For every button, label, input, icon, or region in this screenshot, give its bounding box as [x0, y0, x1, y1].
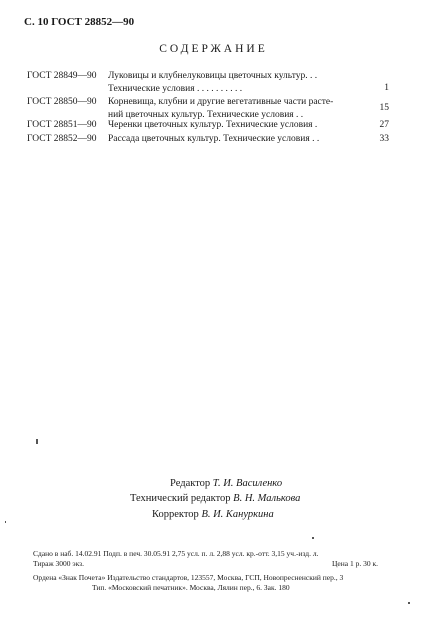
- toc-entry-standard: ГОСТ 28849—90: [27, 71, 97, 81]
- toc-entry-page: 33: [379, 134, 389, 144]
- scan-speck: [312, 537, 314, 539]
- toc-entry-title-line: Черенки цветочных культур. Технические условия .: [108, 120, 318, 130]
- toc-title: СОДЕРЖАНИЕ: [159, 43, 268, 55]
- scan-speck: [36, 439, 38, 444]
- imprint-circulation: Тираж 3000 экз.: [33, 559, 85, 568]
- imprint-circulation-line: [33, 559, 378, 569]
- toc-entry-standard: ГОСТ 28851—90: [27, 120, 97, 130]
- toc-entry: [27, 119, 389, 132]
- toc-entry-title-line: Луковицы и клубнелуковицы цветочных культур. . .: [108, 71, 318, 81]
- scan-speck: [5, 521, 6, 523]
- credit-corrector: [152, 509, 274, 520]
- imprint-publisher-line: Ордена «Знак Почета» Издательство стандартов, 123557, Москва, ГСП, Новопресненский пер., 3: [33, 573, 344, 582]
- page-header: С. 10 ГОСТ 28852—90: [24, 16, 135, 28]
- credit-role: Редактор: [170, 478, 211, 489]
- toc-entry: [27, 70, 389, 95]
- credit-editor: [170, 478, 282, 489]
- toc-entry-standard: ГОСТ 28852—90: [27, 134, 97, 144]
- toc-entry-title-line: Корневища, клубни и другие вегетативные части расте-: [108, 97, 334, 107]
- toc-entry-title: [108, 133, 371, 146]
- credit-role: Технический редактор: [130, 493, 231, 504]
- imprint-submission-line: Сдано в наб. 14.02.91 Подп. в печ. 30.05.91 2,75 усл. п. л. 2,88 усл. кр.-отт. 3,15 уч.-изд. л.: [33, 549, 319, 558]
- credit-name: В. Н. Малькова: [233, 493, 301, 504]
- toc-entry-page: 15: [379, 103, 389, 113]
- toc-entry-title: [108, 70, 371, 95]
- credit-tech-editor: [130, 493, 300, 504]
- toc-entry-standard: ГОСТ 28850—90: [27, 97, 97, 107]
- toc-entry-title-line: ний цветочных культур. Технические условия . .: [108, 109, 304, 120]
- toc-entry-title-line: Технические условия . . . . . . . . . .: [108, 83, 243, 94]
- toc-entry: [27, 96, 389, 121]
- credit-name: В. И. Кануркина: [201, 509, 274, 520]
- toc-entry-title-line: Рассада цветочных культур. Технические условия . .: [108, 134, 320, 144]
- imprint-printer-line: Тип. «Московский печатник». Москва, Лялин пер., 6. Зак. 180: [92, 583, 290, 592]
- toc-entry-title: [108, 96, 371, 121]
- credit-role: Корректор: [152, 509, 199, 520]
- imprint-price: Цена 1 р. 30 к.: [332, 559, 378, 568]
- credit-name: Т. И. Василенко: [212, 478, 283, 489]
- toc-entry-title: [108, 119, 371, 132]
- scan-speck: [408, 602, 410, 604]
- toc-entry-page: 1: [384, 83, 389, 93]
- toc-entry: [27, 133, 389, 146]
- toc-entry-page: 27: [379, 120, 389, 130]
